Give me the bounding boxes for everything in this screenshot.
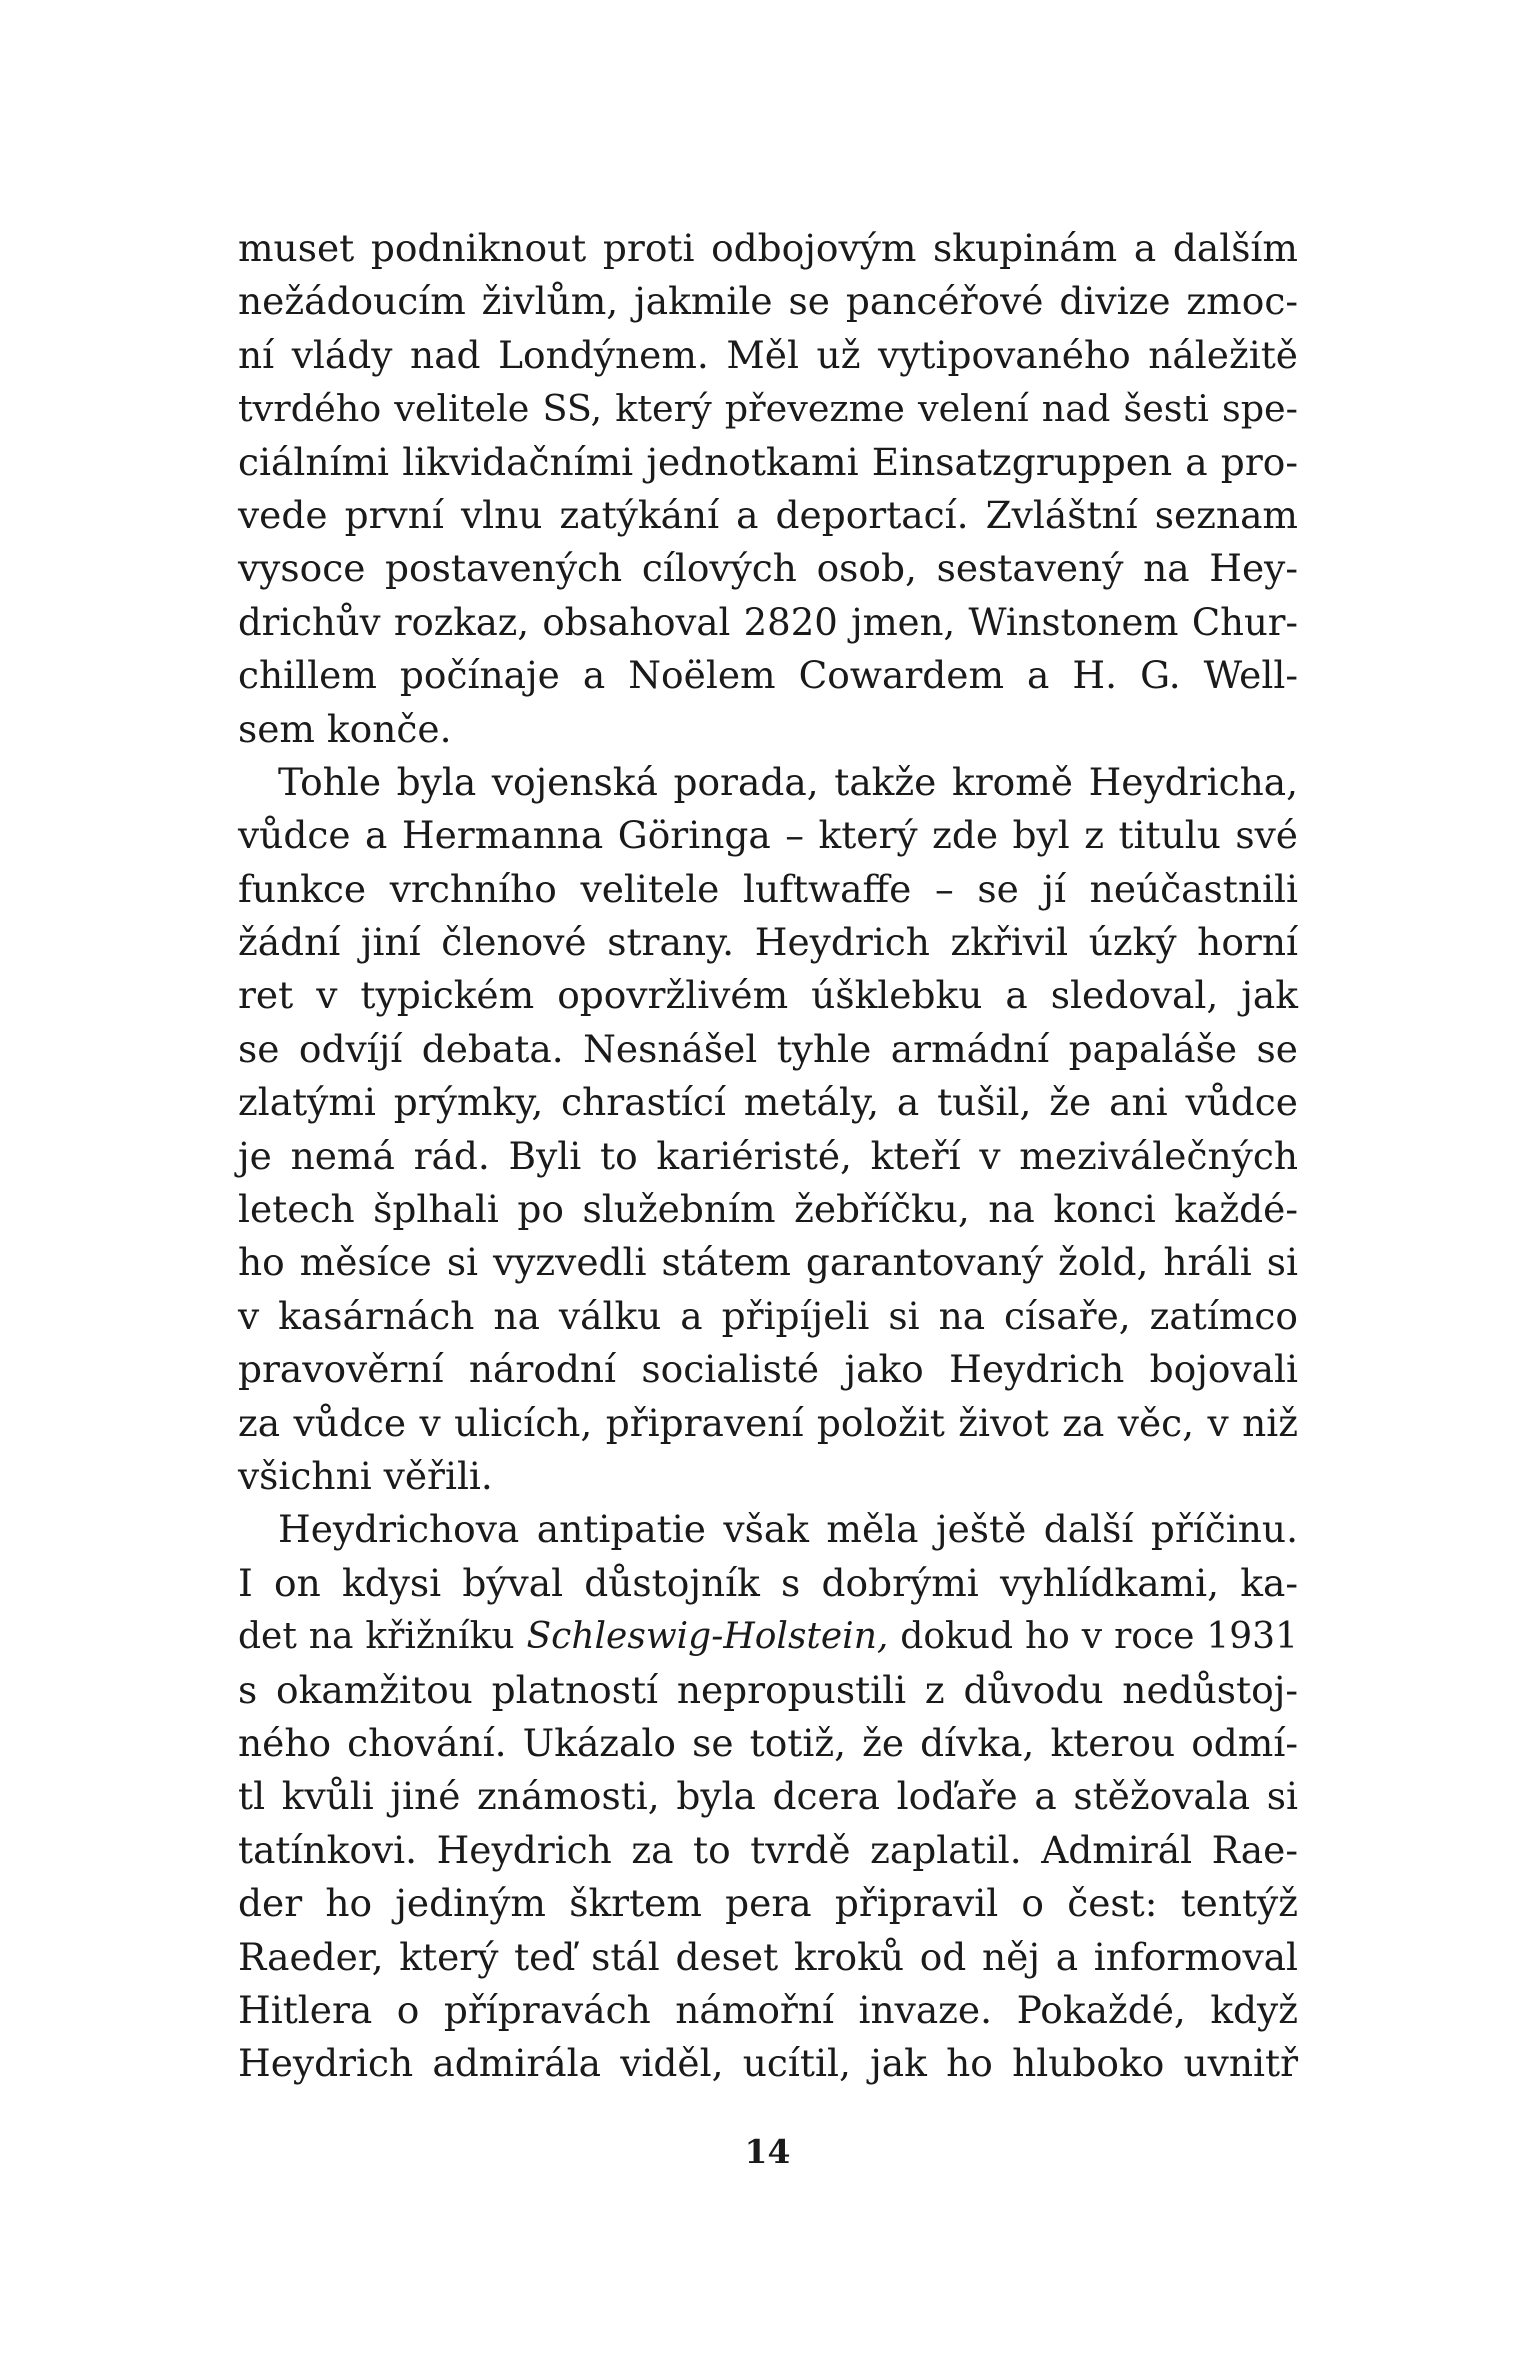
text-line: vysoce postavených cílových osob, sestavený na Hey- xyxy=(238,546,1298,591)
text-line: letech šplhali po služebním žebříčku, na konci každé- xyxy=(238,1187,1298,1232)
text-line: chillem počínaje a Noëlem Cowardem a H. G. Well- xyxy=(238,653,1298,698)
text-line: Heydrich admirála viděl, ucítil, jak ho hluboko uvnitř xyxy=(238,2041,1298,2086)
text-line: ret v typickém opovržlivém úšklebku a sledoval, jak xyxy=(238,973,1298,1018)
text-line: pravověrní národní socialisté jako Heydrich bojovali xyxy=(238,1347,1298,1392)
text-line: tatínkovi. Heydrich za to tvrdě zaplatil. Admirál Rae- xyxy=(238,1827,1298,1872)
text-line: I on kdysi býval důstojník s dobrými vyhlídkami, ka- xyxy=(238,1560,1298,1605)
ship-name: Schleswig-Holstein, xyxy=(526,1616,889,1658)
page-number: 14 xyxy=(744,2132,791,2171)
text-line: drichův rozkaz, obsahoval 2820 jmen, Winstonem Chur- xyxy=(238,600,1298,644)
text-line: nežádoucím živlům, jakmile se pancéřové divize zmoc- xyxy=(238,279,1298,324)
text-line: Tohle byla vojenská porada, takže kromě Heydricha, xyxy=(278,759,1298,804)
text-segment: dokud ho v roce 1931 xyxy=(888,1616,1298,1658)
text-line: ciálními likvidačními jednotkami Einsatzgruppen a pro- xyxy=(238,439,1298,484)
text-line: vede první vlnu zatýkání a deportací. Zvláštní seznam xyxy=(238,492,1298,537)
text-line: sem konče. xyxy=(238,706,452,751)
text-line: Raeder, který teď stál deset kroků od něj a informoval xyxy=(238,1934,1298,1979)
text-line: vůdce a Hermanna Göringa – který zde byl z titulu své xyxy=(238,813,1298,858)
text-line: zlatými prýmky, chrastící metály, a tušil, že ani vůdce xyxy=(238,1080,1298,1125)
text-line: za vůdce v ulicích, připravení položit život za věc, v niž xyxy=(238,1400,1298,1445)
text-line: s okamžitou platností nepropustili z důvodu nedůstoj- xyxy=(238,1667,1298,1712)
text-line: v kasárnách na válku a připíjeli si na císaře, zatímco xyxy=(238,1293,1298,1338)
text-line: tl kvůli jiné známosti, byla dcera loďaře a stěžovala si xyxy=(238,1774,1298,1819)
text-line: Hitlera o přípravách námořní invaze. Pokaždé, když xyxy=(238,1987,1298,2032)
text-line: muset podniknout proti odbojovým skupinám a dalším xyxy=(238,226,1298,270)
text-line: žádní jiní členové strany. Heydrich zkřivil úzký horní xyxy=(238,920,1298,965)
text-line: se odvíjí debata. Nesnášel tyhle armádní papaláše se xyxy=(238,1026,1298,1071)
text-segment: det na křižníku xyxy=(238,1616,527,1658)
text-line: Heydrichova antipatie však měla ještě další příčinu. xyxy=(278,1507,1298,1552)
text-line: ho měsíce si vyzvedli státem garantovaný žold, hráli si xyxy=(238,1240,1298,1285)
text-line: funkce vrchního velitele luftwaffe – se jí neúčastnili xyxy=(238,866,1298,911)
text-line-with-italic xyxy=(238,1610,1298,1663)
text-line: ní vlády nad Londýnem. Měl už vytipovaného náležitě xyxy=(238,332,1298,377)
body-text xyxy=(238,222,1298,2091)
text-line: der ho jediným škrtem pera připravil o čest: tentýž xyxy=(238,1881,1298,1926)
text-line: je nemá rád. Byli to kariéristé, kteří v meziválečných xyxy=(238,1133,1298,1178)
text-line: ného chování. Ukázalo se totiž, že dívka, kterou odmí- xyxy=(238,1720,1298,1765)
text-line: tvrdého velitele SS, který převezme velení nad šesti spe- xyxy=(238,387,1298,431)
text-line: všichni věřili. xyxy=(238,1453,493,1498)
